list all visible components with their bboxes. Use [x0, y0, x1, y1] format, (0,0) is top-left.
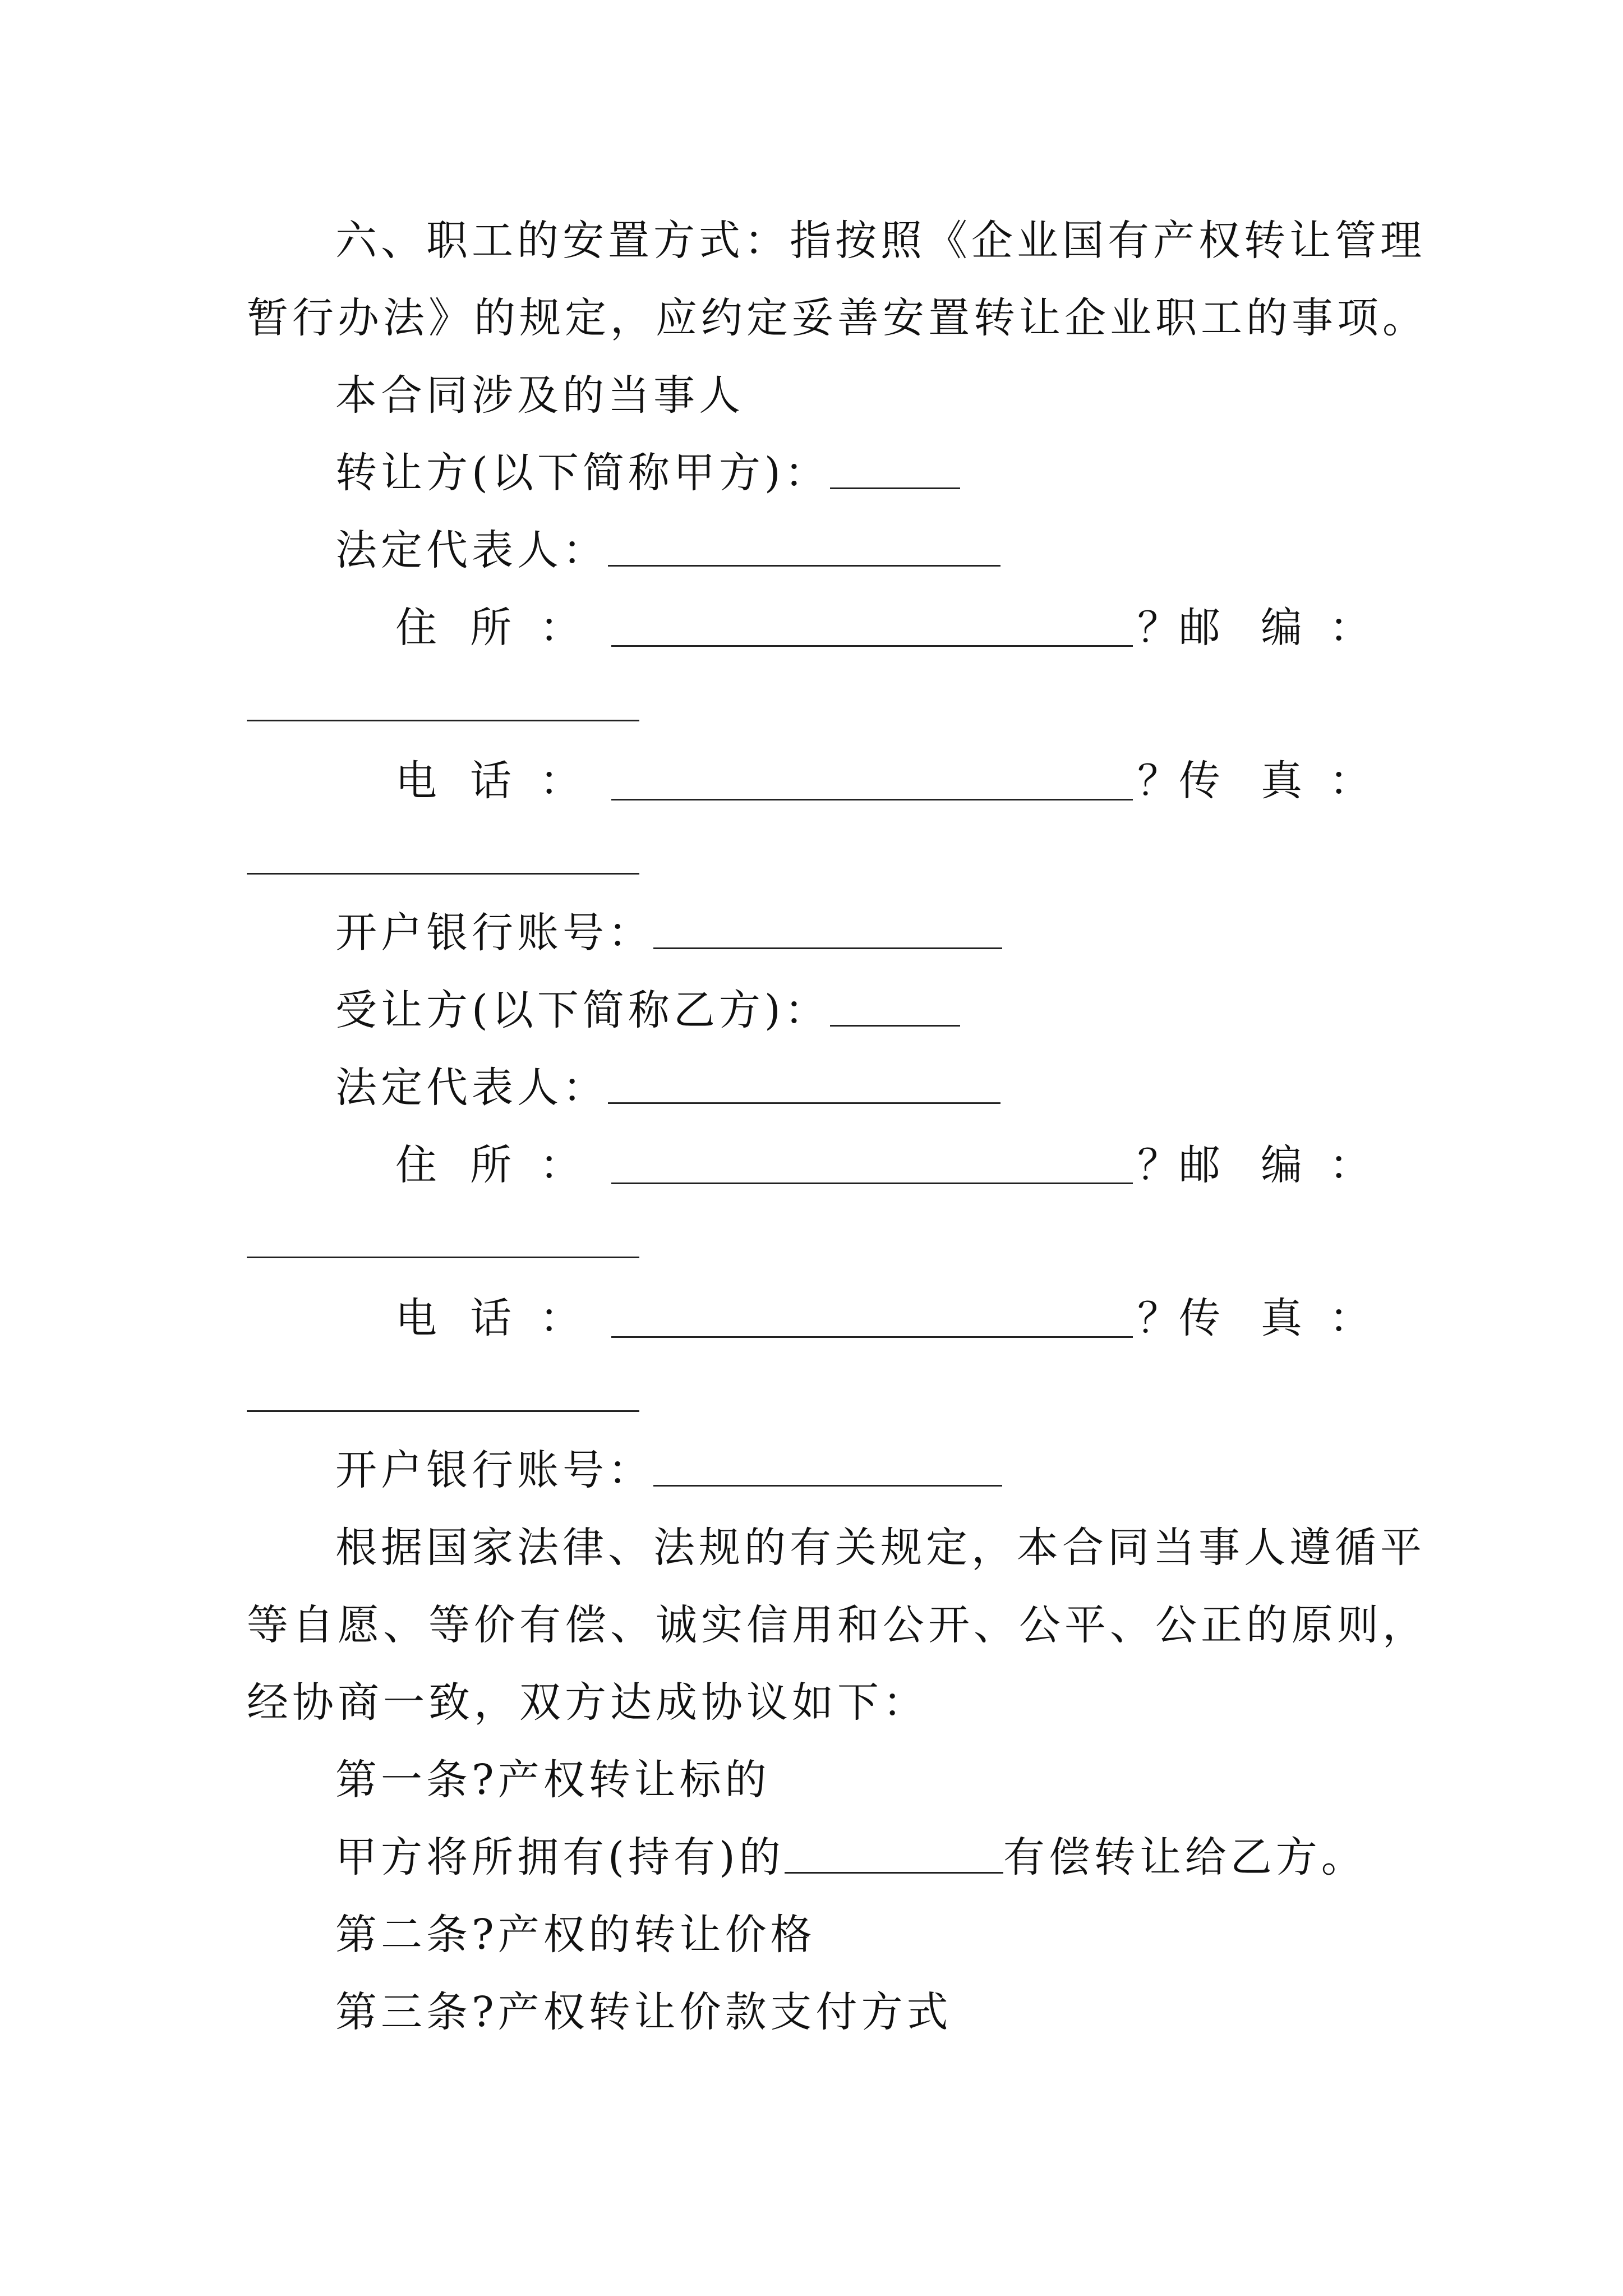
clause-six-line-2: 暂行办法》的规定，应约定妥善安置转让企业职工的事项。 — [247, 294, 1428, 342]
party-a-address-char-2: 所 — [470, 604, 511, 652]
party-a-postcode-colon: ： — [1329, 604, 1371, 652]
party-b-phone-colon: ： — [540, 1294, 581, 1342]
party-b-postcode-char-2: 编 — [1261, 1141, 1302, 1189]
party-b-address-colon: ： — [540, 1141, 581, 1189]
article-2-title: 第二条?产权的转让价格 — [335, 1911, 816, 1959]
article-1-text — [335, 1833, 1367, 1881]
party-b-transferee-field — [335, 986, 960, 1034]
party-a-fax-char-1: ？传 — [1137, 757, 1220, 805]
party-a-address-colon: ： — [540, 604, 581, 652]
party-a-phone-char-2: 话 — [470, 757, 511, 805]
party-a-address-blank[interactable] — [611, 645, 1133, 647]
party-a-postcode-blank[interactable] — [247, 720, 639, 721]
party-a-fax-blank[interactable] — [247, 873, 639, 875]
party-a-phone-char-1: 电 — [395, 757, 437, 805]
parties-heading: 本合同涉及的当事人 — [335, 371, 744, 420]
article-1-text-after: 有偿转让给乙方。 — [1003, 1833, 1367, 1881]
party-a-fax-colon: ： — [1329, 757, 1371, 805]
party-b-bank-account-field — [335, 1446, 1002, 1494]
party-b-bank-account-label: 开户银行账号： — [335, 1446, 653, 1494]
party-a-transferor-blank[interactable] — [830, 486, 960, 489]
party-b-transferee-blank[interactable] — [830, 1024, 960, 1027]
agreement-line-2: 等自愿、等价有偿、诚实信用和公开、公平、公正的原则， — [247, 1601, 1428, 1649]
party-b-postcode-blank[interactable] — [247, 1257, 639, 1258]
article-1-title: 第一条?产权转让标的 — [335, 1756, 771, 1804]
party-b-legal-rep-label: 法定代表人： — [335, 1064, 608, 1112]
agreement-line-1: 根据国家法律、法规的有关规定，本合同当事人遵循平 — [335, 1524, 1426, 1572]
party-a-postcode-char-2: 编 — [1261, 604, 1302, 652]
article-3-title: 第三条?产权转让价款支付方式 — [335, 1988, 952, 2036]
party-a-transferor-label: 转让方(以下简称甲方)： — [335, 449, 830, 497]
party-b-phone-blank[interactable] — [611, 1336, 1133, 1338]
agreement-line-3: 经协商一致，双方达成协议如下： — [247, 1678, 928, 1727]
party-b-address-char-2: 所 — [470, 1141, 511, 1189]
party-b-phone-char-2: 话 — [470, 1294, 511, 1342]
party-a-legal-rep-blank[interactable] — [608, 564, 1000, 567]
party-b-address-char-1: 住 — [395, 1141, 437, 1189]
party-a-bank-account-field — [335, 909, 1002, 957]
party-b-fax-char-2: 真 — [1261, 1294, 1302, 1342]
party-a-bank-account-blank[interactable] — [653, 946, 1002, 949]
party-a-transferor-field — [335, 449, 960, 497]
party-b-phone-row — [0, 1294, 1623, 1342]
party-a-phone-blank[interactable] — [611, 799, 1133, 800]
party-b-transferee-label: 受让方(以下简称乙方)： — [335, 986, 830, 1034]
party-b-address-blank[interactable] — [611, 1182, 1133, 1184]
party-a-legal-rep-field — [335, 526, 1000, 574]
party-a-postcode-char-1: ？邮 — [1137, 604, 1220, 652]
article-1-subject-blank[interactable] — [785, 1871, 1003, 1874]
party-a-phone-colon: ： — [540, 757, 581, 805]
party-b-fax-colon: ： — [1329, 1294, 1371, 1342]
party-a-fax-char-2: 真 — [1261, 757, 1302, 805]
party-b-bank-account-blank[interactable] — [653, 1484, 1002, 1487]
party-a-legal-rep-label: 法定代表人： — [335, 526, 608, 574]
clause-six-line-1: 六、职工的安置方式：指按照《企业国有产权转让管理 — [335, 217, 1426, 265]
party-b-fax-blank[interactable] — [247, 1410, 639, 1412]
party-b-legal-rep-blank[interactable] — [608, 1101, 1000, 1104]
party-a-phone-row — [0, 757, 1623, 805]
party-a-bank-account-label: 开户银行账号： — [335, 909, 653, 957]
party-b-postcode-colon: ： — [1329, 1141, 1371, 1189]
party-b-phone-char-1: 电 — [395, 1294, 437, 1342]
party-b-fax-char-1: ？传 — [1137, 1294, 1220, 1342]
article-1-text-before: 甲方将所拥有(持有)的 — [335, 1833, 785, 1881]
party-b-postcode-char-1: ？邮 — [1137, 1141, 1220, 1189]
party-a-address-char-1: 住 — [395, 604, 437, 652]
party-b-legal-rep-field — [335, 1064, 1000, 1112]
